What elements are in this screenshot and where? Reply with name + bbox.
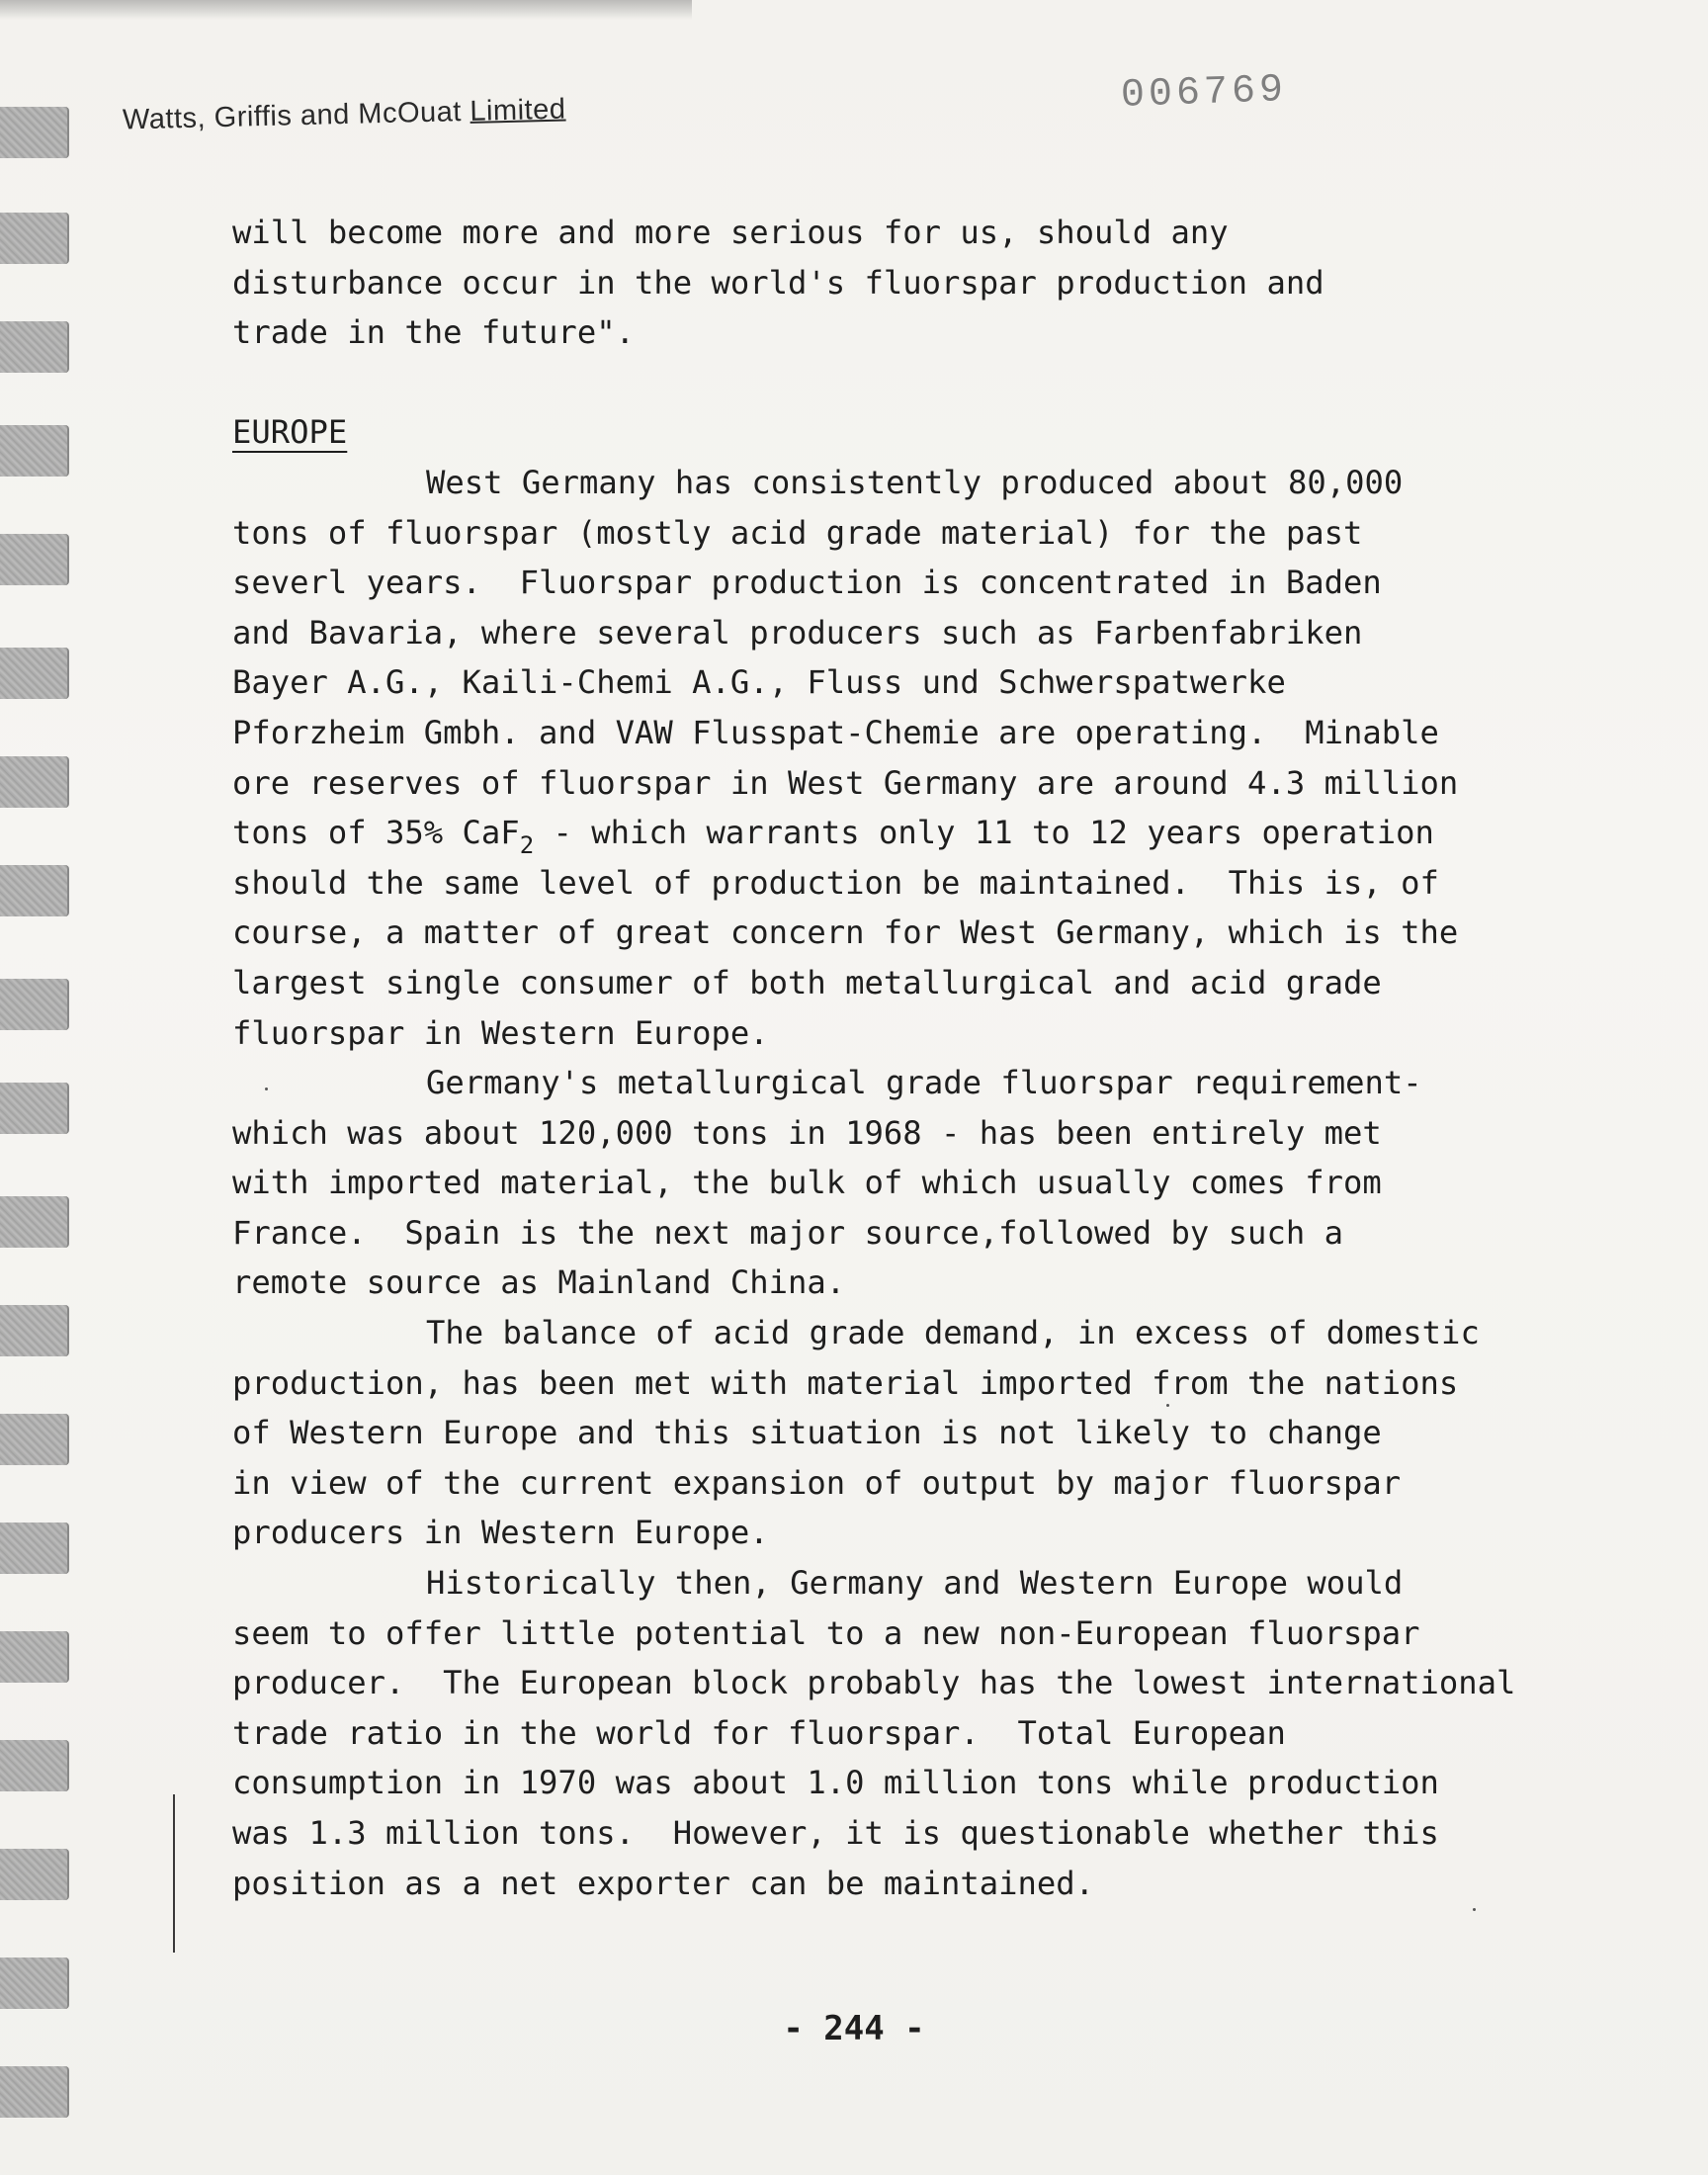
text-line [232,608,1557,658]
line-text: producer. The European block probably has the lowest international [232,1664,1516,1702]
body-text [232,208,1557,1908]
text-line [232,258,1557,308]
binding-hole [0,756,69,808]
section-heading: EUROPE [232,413,348,452]
scan-speck [1473,1908,1476,1911]
line-text: was 1.3 million tons. However, it is questionable whether this [232,1814,1439,1852]
line-text: Bayer A.G., Kaili-Chemi A.G., Fluss und Schwerspatwerke [232,663,1286,702]
text-line [232,1408,1557,1458]
binding-hole [0,213,69,264]
text-line [232,758,1557,809]
scan-speck [1166,1404,1169,1407]
binding-hole [0,1958,69,2009]
text-line [232,1658,1557,1708]
text-line [232,1358,1557,1409]
line-text: trade in the future". [232,313,635,352]
page-number: - 244 - [783,2009,925,2048]
text-line [232,558,1557,608]
document-number: 006769 [1120,68,1288,119]
text-line [232,657,1557,708]
text-line [232,1808,1557,1859]
line-text: should the same level of production be maintained. This is, of [232,863,1439,902]
text-line [232,1458,1557,1509]
text-line [232,208,1557,258]
letterhead-limited: Limited [469,93,566,128]
line-text: in view of the current expansion of output by major fluorspar [232,1463,1402,1502]
line-text: seem to offer little potential to a new non-European fluorspar [232,1613,1420,1652]
binding-hole [0,107,69,158]
subscript: 2 [519,831,535,860]
line-text: will become more and more serious for us, should any [232,214,1229,251]
binding-hole [0,1083,69,1134]
line-text: ore reserves of fluorspar in West Germany are around 4.3 million [232,763,1459,802]
binding-hole [0,1522,69,1574]
line-text: Historically then, Germany and Western Europe would [426,1564,1404,1603]
text-line [232,1609,1557,1659]
binding-hole [0,2066,69,2118]
binding-holes [0,0,79,2175]
text-line [232,958,1557,1008]
line-text: West Germany has consistently produced about 80,000 [426,463,1404,501]
binding-hole [0,1196,69,1248]
binding-hole [0,534,69,585]
line-text: of Western Europe and this situation is not likely to change [232,1414,1382,1452]
text-line [232,908,1557,958]
line-text: tons of 35% CaF [232,814,520,852]
binding-hole [0,865,69,916]
text-line [232,508,1557,559]
line-text-continued: - which warrants only 11 to 12 years operation [534,814,1434,852]
binding-hole [0,425,69,477]
line-text: which was about 120,000 tons in 1968 - has been entirely met [232,1113,1382,1152]
text-line [232,1758,1557,1808]
section-heading-line [232,407,1557,458]
line-text: disturbance occur in the world's fluorspar production and [232,263,1324,302]
text-line [232,1008,1557,1059]
line-text: Pforzheim Gmbh. and VAW Flusspat-Chemie are operating. Minable [232,713,1439,751]
line-text: remote source as Mainland China. [232,1263,846,1302]
binding-hole [0,1305,69,1356]
text-line [232,1158,1557,1208]
text-line [232,808,1557,858]
line-text: course, a matter of great concern for West Germany, which is the [232,914,1459,952]
text-line [232,708,1557,758]
line-text: France. Spain is the next major source,followed by such a [232,1213,1343,1252]
text-line [232,1708,1557,1759]
text-line [232,1508,1557,1558]
binding-hole [0,1631,69,1683]
text-line [232,458,1557,508]
binding-hole [0,321,69,373]
binding-hole [0,648,69,699]
line-text: and Bavaria, where several producers such as Farbenfabriken [232,613,1363,652]
text-line [232,1859,1557,1909]
line-text: producers in Western Europe. [232,1514,769,1552]
text-line [232,358,1557,408]
binding-hole [0,1849,69,1900]
text-line [232,1558,1557,1609]
line-text: tons of fluorspar (mostly acid grade material) for the past [232,513,1363,552]
scan-speck [265,1088,268,1090]
line-text: trade ratio in the world for fluorspar. Total European [232,1713,1286,1752]
text-line [232,1208,1557,1259]
text-line [232,858,1557,909]
text-line [232,1058,1557,1108]
binding-hole [0,1740,69,1791]
binding-hole [0,1414,69,1465]
text-line [232,1258,1557,1308]
line-text: largest single consumer of both metallurgical and acid grade [232,963,1382,1001]
binding-hole [0,979,69,1030]
line-text: with imported material, the bulk of which usually comes from [232,1164,1382,1202]
line-text: position as a net exporter can be maintained. [232,1864,1095,1902]
scan-shadow [0,0,692,20]
text-line [232,1108,1557,1159]
line-text: Germany's metallurgical grade fluorspar requirement- [426,1064,1422,1102]
line-text: production, has been met with material imported from the nations [232,1363,1459,1402]
line-text: consumption in 1970 was about 1.0 million tons while production [232,1764,1439,1802]
margin-mark [173,1794,175,1953]
line-text: severl years. Fluorspar production is concentrated in Baden [232,564,1382,602]
letterhead-company: Watts, Griffis and McOuat [122,96,463,136]
text-line [232,1308,1557,1358]
text-line [232,307,1557,358]
line-text: fluorspar in Western Europe. [232,1013,769,1052]
line-text: The balance of acid grade demand, in excess of domestic [426,1314,1480,1352]
